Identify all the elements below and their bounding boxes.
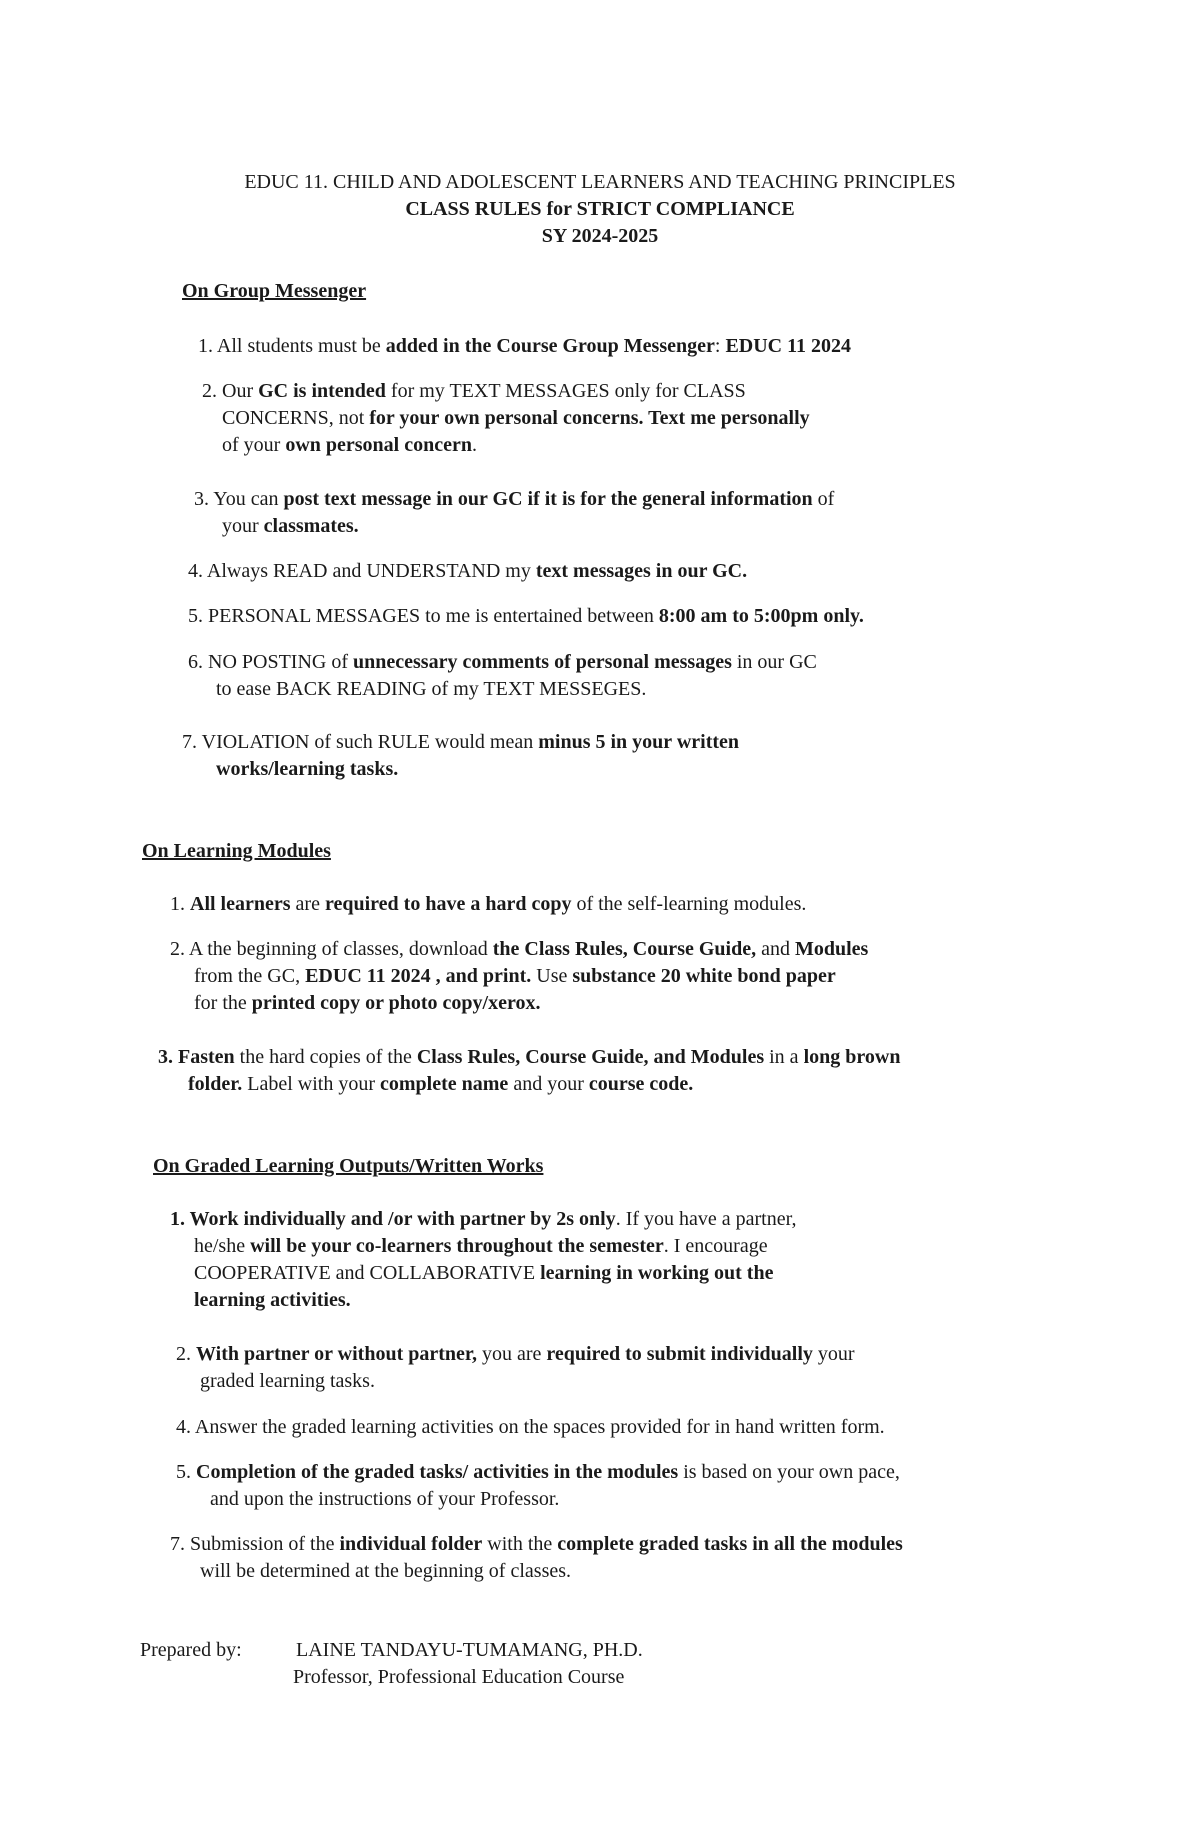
rule-go-4: 4. Answer the graded learning activities on the spaces provided for in hand written form. xyxy=(176,1416,885,1438)
rule-gm-5: 5. PERSONAL MESSAGES to me is entertained between 8:00 am to 5:00pm only. xyxy=(188,605,864,627)
section-heading-learning-modules: On Learning Modules xyxy=(142,840,331,862)
rule-gm-2: 2. Our GC is intended for my TEXT MESSAGES only for CLASS xyxy=(202,380,746,402)
preparer-name: LAINE TANDAYU-TUMAMANG, PH.D. xyxy=(296,1639,643,1661)
section-heading-graded-outputs: On Graded Learning Outputs/Written Works xyxy=(153,1155,544,1177)
rule-gm-2-cont: of your own personal concern. xyxy=(222,434,477,456)
rule-lm-2: 2. A the beginning of classes, download the Class Rules, Course Guide, and Modules xyxy=(170,938,869,960)
course-title: EDUC 11. CHILD AND ADOLESCENT LEARNERS AND TEACHING PRINCIPLES xyxy=(244,171,956,193)
rule-lm-2-cont: for the printed copy or photo copy/xerox. xyxy=(194,992,541,1014)
rule-gm-7: 7. VIOLATION of such RULE would mean minus 5 in your written xyxy=(182,731,740,753)
section-heading-group-messenger: On Group Messenger xyxy=(182,280,367,302)
rule-lm-3: 3. Fasten the hard copies of the Class Rules, Course Guide, and Modules in a long brown xyxy=(158,1046,901,1068)
rule-go-1-cont: he/she will be your co-learners throughout the semester. I encourage xyxy=(194,1235,768,1257)
rule-go-7: 7. Submission of the individual folder with the complete graded tasks in all the modules xyxy=(170,1533,903,1555)
rule-lm-3-cont: folder. Label with your complete name and your course code. xyxy=(188,1073,694,1095)
rule-gm-3-cont: your classmates. xyxy=(222,515,359,537)
rule-gm-3: 3. You can post text message in our GC if it is for the general information of xyxy=(194,488,835,510)
rule-gm-6: 6. NO POSTING of unnecessary comments of personal messages in our GC xyxy=(188,651,817,673)
document-title: CLASS RULES for STRICT COMPLIANCE xyxy=(405,198,795,220)
school-year: SY 2024-2025 xyxy=(541,225,659,247)
rule-go-1-cont: COOPERATIVE and COLLABORATIVE learning in working out the xyxy=(194,1262,774,1284)
rule-go-2: 2. With partner or without partner, you are required to submit individually your xyxy=(176,1343,855,1365)
rule-gm-2-cont: CONCERNS, not for your own personal concerns. Text me personally xyxy=(222,407,810,429)
rule-gm-6-cont: to ease BACK READING of my TEXT MESSEGES. xyxy=(216,678,647,700)
rule-go-1-cont: learning activities. xyxy=(194,1289,351,1311)
rule-gm-1: 1. All students must be added in the Course Group Messenger: EDUC 11 2024 xyxy=(198,335,852,357)
preparer-position: Professor, Professional Education Course xyxy=(293,1666,625,1688)
prepared-by-label: Prepared by: xyxy=(140,1639,242,1661)
rule-go-5-cont: and upon the instructions of your Professor. xyxy=(210,1488,560,1510)
rule-go-1: 1. Work individually and /or with partner by 2s only. If you have a partner, xyxy=(170,1208,797,1230)
rule-gm-4: 4. Always READ and UNDERSTAND my text messages in our GC. xyxy=(188,560,748,582)
rule-lm-1: 1. All learners are required to have a hard copy of the self-learning modules. xyxy=(170,893,807,915)
rule-gm-7-cont: works/learning tasks. xyxy=(216,758,399,780)
rule-lm-2-cont: from the GC, EDUC 11 2024 , and print. Use substance 20 white bond paper xyxy=(194,965,836,987)
rule-go-5: 5. Completion of the graded tasks/ activities in the modules is based on your own pace, xyxy=(176,1461,900,1483)
rule-go-7-cont: will be determined at the beginning of classes. xyxy=(200,1560,572,1582)
rule-go-2-cont: graded learning tasks. xyxy=(200,1370,375,1392)
